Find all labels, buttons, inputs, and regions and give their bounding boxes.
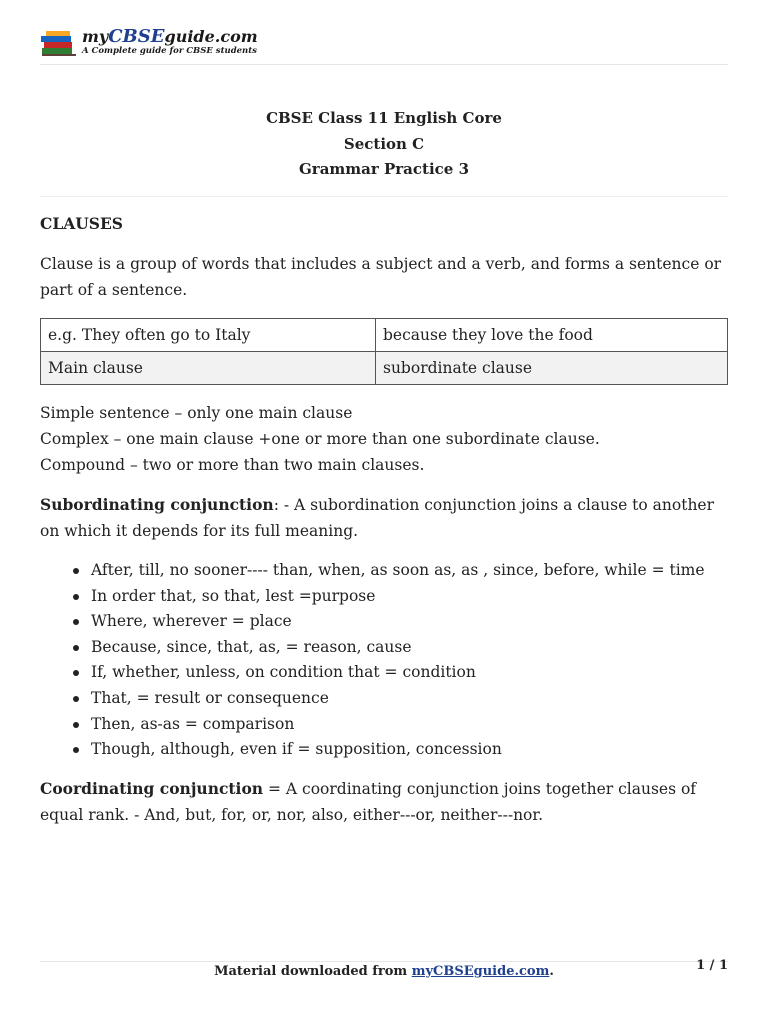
table-cell: e.g. They often go to Italy (41, 319, 376, 352)
subordinating-paragraph (40, 492, 728, 544)
footer-text: Material downloaded from (214, 964, 412, 979)
list-item: If, whether, unless, on condition that = condition (40, 660, 728, 686)
footer-link[interactable]: myCBSEguide.com (411, 964, 550, 979)
table-row (41, 319, 728, 352)
conjunction-list (40, 558, 728, 763)
list-item: After, till, no sooner---- than, when, as soon as, as , since, before, while = time (40, 558, 728, 584)
compound-sentence-text: Compound – two or more than two main clauses. (40, 456, 425, 474)
bullet-icon (73, 696, 79, 702)
logo-subtitle: A Complete guide for CBSE students (82, 46, 257, 56)
title-line-3: Grammar Practice 3 (298, 160, 470, 178)
table-row (41, 352, 728, 385)
list-item: Where, wherever = place (40, 609, 728, 635)
document-title (40, 106, 728, 183)
bullet-icon (73, 747, 79, 753)
table-cell: because they love the food (376, 319, 728, 352)
bullet-icon (73, 619, 79, 625)
list-item: That, = result or consequence (40, 686, 728, 712)
site-logo[interactable] (40, 26, 258, 60)
bullet-icon (73, 722, 79, 728)
list-item: Then, as-as = comparison (40, 712, 728, 738)
footer-suffix: . (549, 964, 554, 979)
title-line-1: CBSE Class 11 English Core (266, 109, 502, 127)
sentence-types (40, 400, 728, 478)
clause-definition: Clause is a group of words that includes a subject and a verb, and forms a sentence or part of a sentence. (40, 255, 722, 299)
logo-title: myCBSEguide.com (82, 26, 258, 47)
table-cell: subordinate clause (376, 352, 728, 385)
bullet-icon (73, 568, 79, 574)
coordinating-term: Coordinating conjunction (40, 779, 264, 798)
complex-sentence-text: Complex – one main clause +one or more than one subordinate clause. (40, 430, 600, 448)
subordinating-text: : - A subordination conjunction joins a clause to another on which it depends for its full meaning. (40, 496, 715, 540)
page-header (40, 24, 728, 65)
books-icon (40, 30, 80, 58)
page-footer (40, 962, 728, 982)
bullet-icon (73, 670, 79, 676)
example-table (40, 318, 728, 385)
coordinating-text: = A coordinating conjunction joins together clauses of equal rank. - And, but, for, or, nor, also, either---or, neither---nor. (40, 780, 697, 824)
title-divider (40, 196, 728, 197)
page-number: 1 / 1 (696, 958, 728, 973)
bullet-icon (73, 594, 79, 600)
list-item: Because, since, that, as, = reason, cause (40, 635, 728, 661)
list-item: Though, although, even if = supposition, concession (40, 737, 728, 763)
title-line-2: Section C (343, 134, 425, 153)
bullet-icon (73, 645, 79, 651)
simple-sentence-text: Simple sentence – only one main clause (40, 404, 353, 422)
coordinating-paragraph (40, 776, 728, 828)
subordinating-term: Subordinating conjunction (40, 495, 274, 514)
table-cell: Main clause (41, 352, 376, 385)
list-item: In order that, so that, lest =purpose (40, 584, 728, 610)
section-heading: CLAUSES (40, 214, 123, 233)
